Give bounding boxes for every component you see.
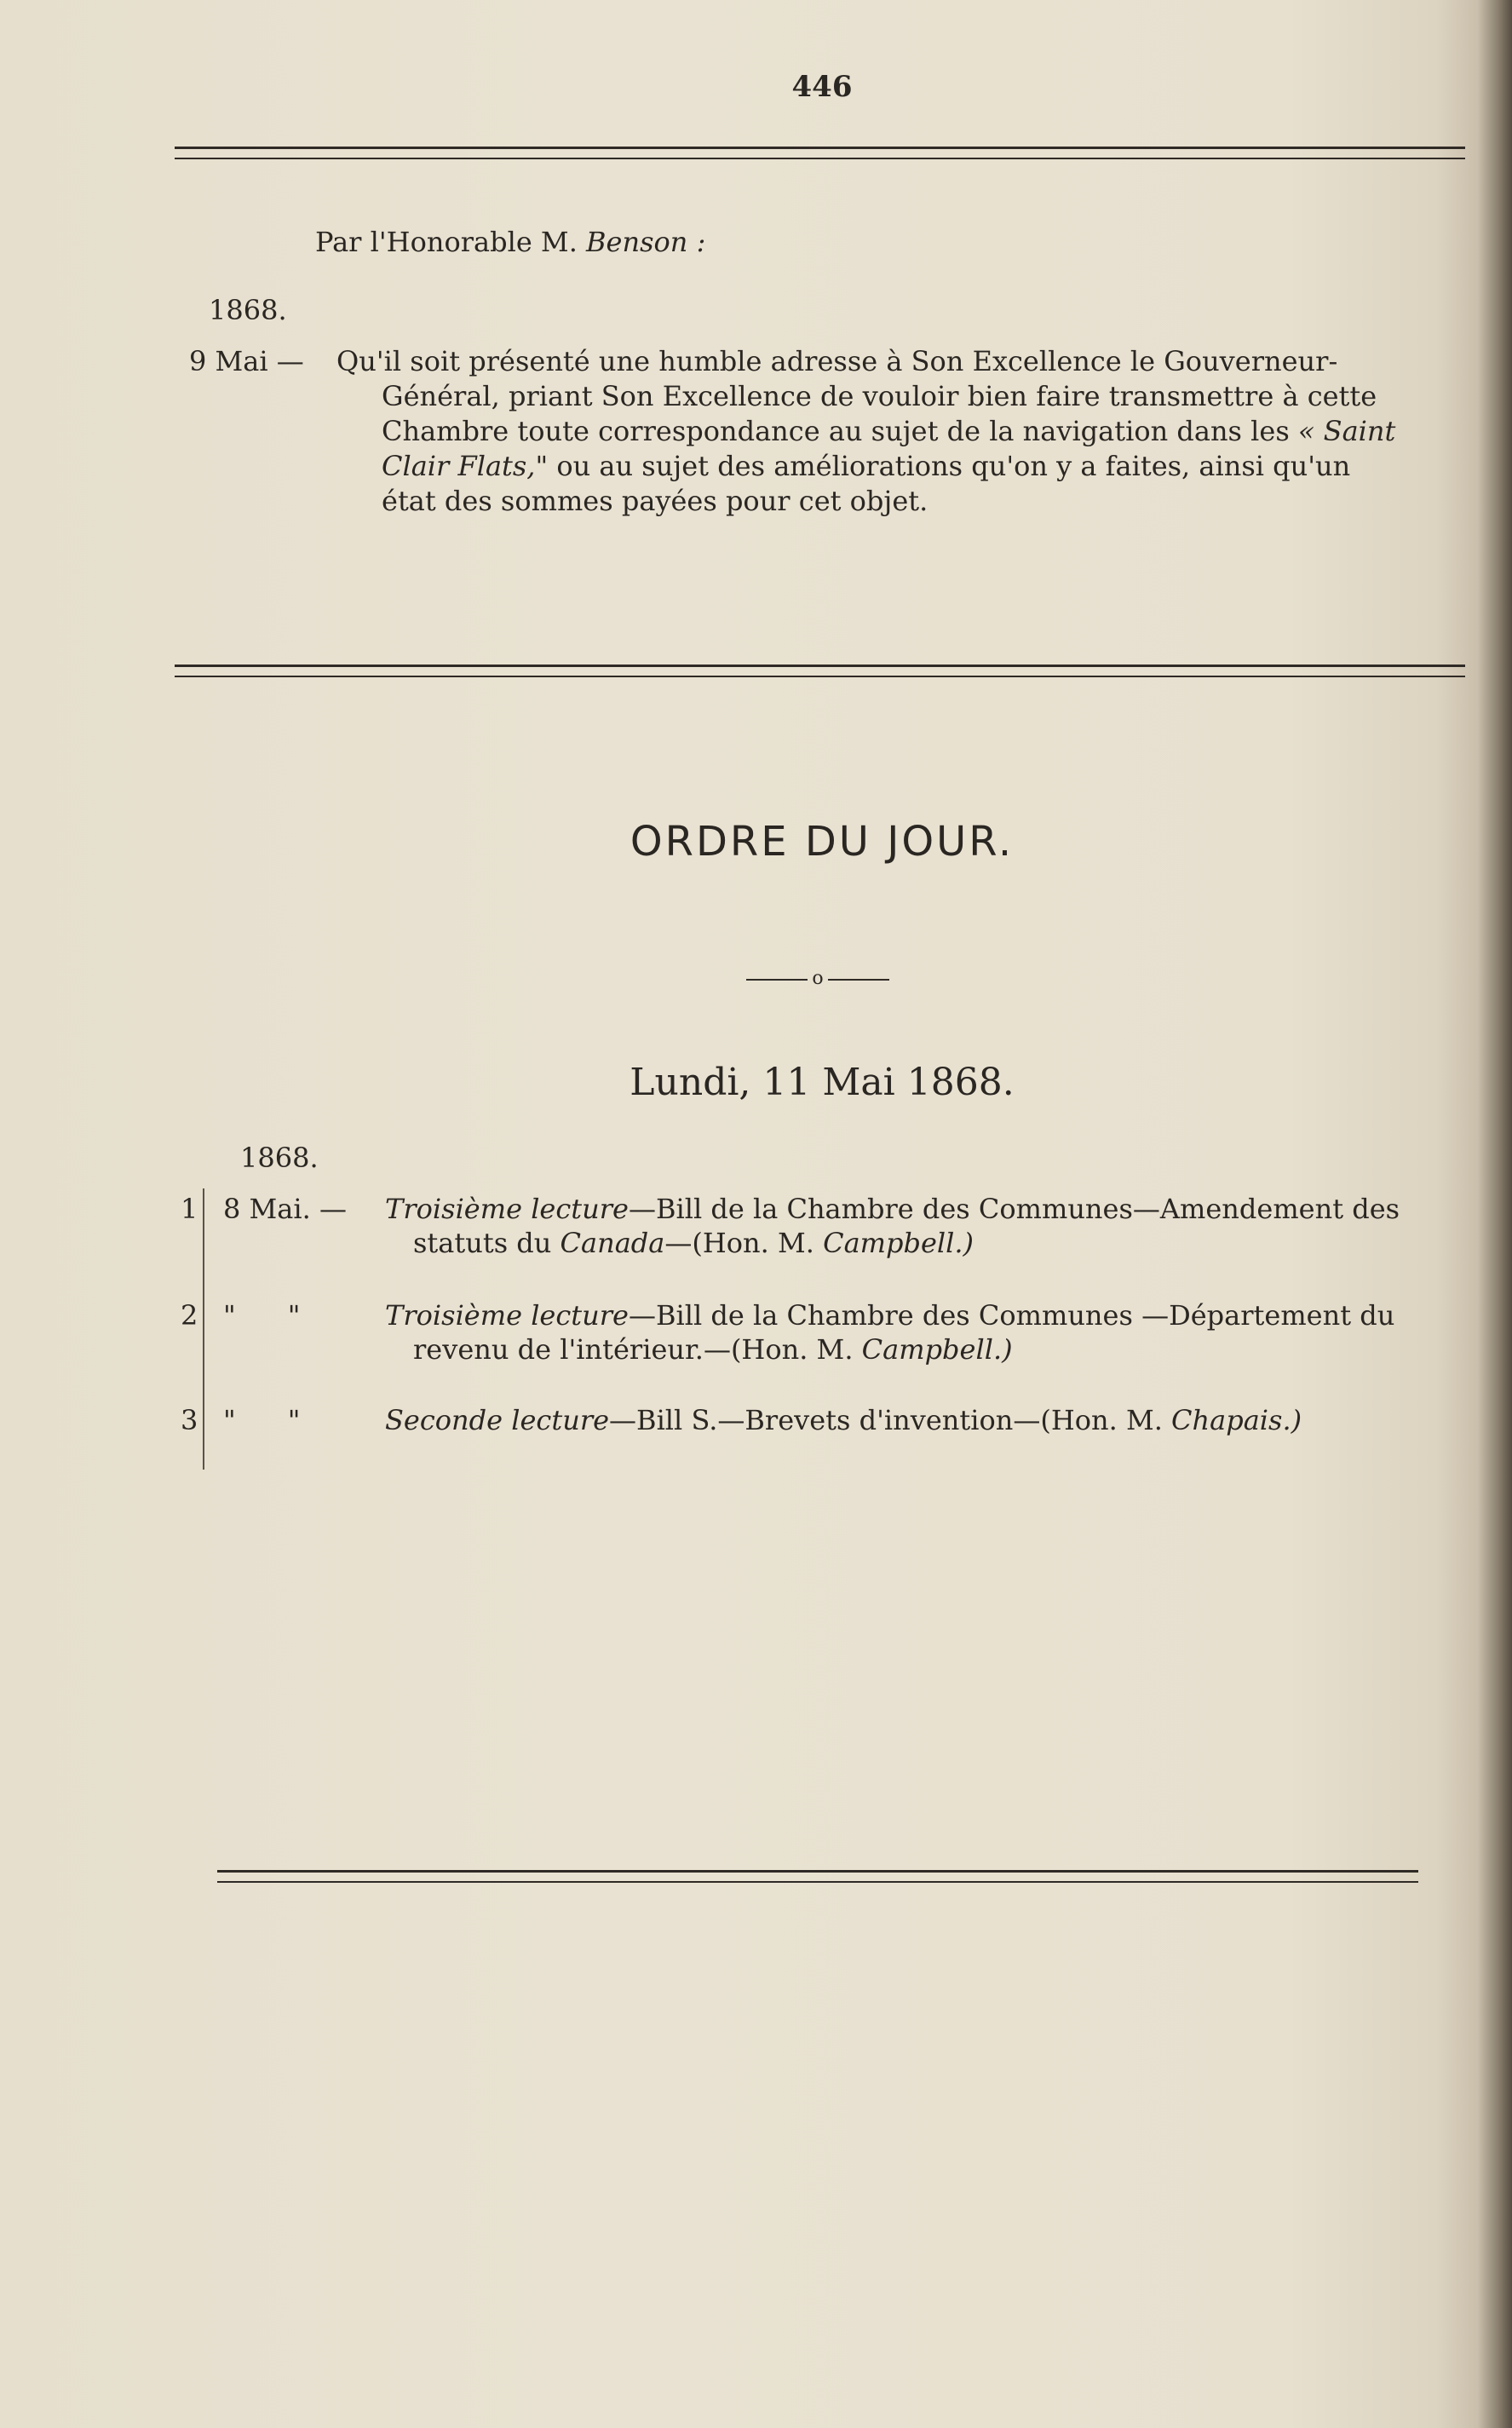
- motion-year: 1868.: [209, 294, 287, 326]
- order-number-3: 3: [181, 1404, 198, 1436]
- order-item-2-line-1: Troisième lecture—Bill de la Chambre des Communes —Département du: [385, 1299, 1395, 1332]
- order-date-3: " ": [223, 1404, 301, 1436]
- order-item-2-line-2: revenu de l'intérieur.—(Hon. M. Campbell.): [413, 1333, 1013, 1366]
- motion-line-4: Clair Flats," ou au sujet des améliorations qu'on y a faites, ainsi qu'un: [382, 450, 1351, 482]
- date-heading: Lundi, 11 Mai 1868.: [630, 1061, 1015, 1104]
- motion-line-5: état des sommes payées pour cet objet.: [382, 485, 928, 517]
- margin-bar: [203, 1188, 204, 1470]
- page-number: 446: [791, 70, 853, 104]
- order-date-2: " ": [223, 1299, 301, 1332]
- order-number-1: 1: [181, 1193, 198, 1225]
- bottom-rule: [217, 1870, 1418, 1883]
- orders-year: 1868.: [240, 1142, 319, 1174]
- order-number-2: 2: [181, 1299, 198, 1332]
- order-item-3-line-1: Seconde lecture—Bill S.—Brevets d'invention—(Hon. M. Chapais.): [385, 1404, 1302, 1436]
- motion-date: 9 Mai —: [189, 345, 304, 377]
- motion-line-2: Général, priant Son Excellence de vouloir bien faire transmettre à cette: [382, 380, 1377, 412]
- heading-divider: o: [741, 968, 894, 989]
- ordre-du-jour-heading: ORDRE DU JOUR.: [630, 818, 1015, 866]
- order-item-1-line-2: statuts du Canada—(Hon. M. Campbell.): [413, 1227, 974, 1259]
- order-item-1-line-1: Troisième lecture—Bill de la Chambre des Communes—Amendement des: [385, 1193, 1400, 1225]
- motion-line-1: Qu'il soit présenté une humble adresse à Son Excellence le Gouverneur-: [336, 345, 1338, 377]
- top-rule: [175, 147, 1465, 159]
- motion-member: Benson :: [586, 226, 706, 258]
- motion-line-3: Chambre toute correspondance au sujet de la navigation dans les « Saint: [382, 415, 1396, 447]
- page-edge-shadow: [1478, 0, 1512, 2428]
- section-rule: [175, 665, 1465, 677]
- motion-by: Par l'Honorable M. Benson :: [315, 226, 706, 258]
- order-date-1: 8 Mai. —: [223, 1193, 347, 1225]
